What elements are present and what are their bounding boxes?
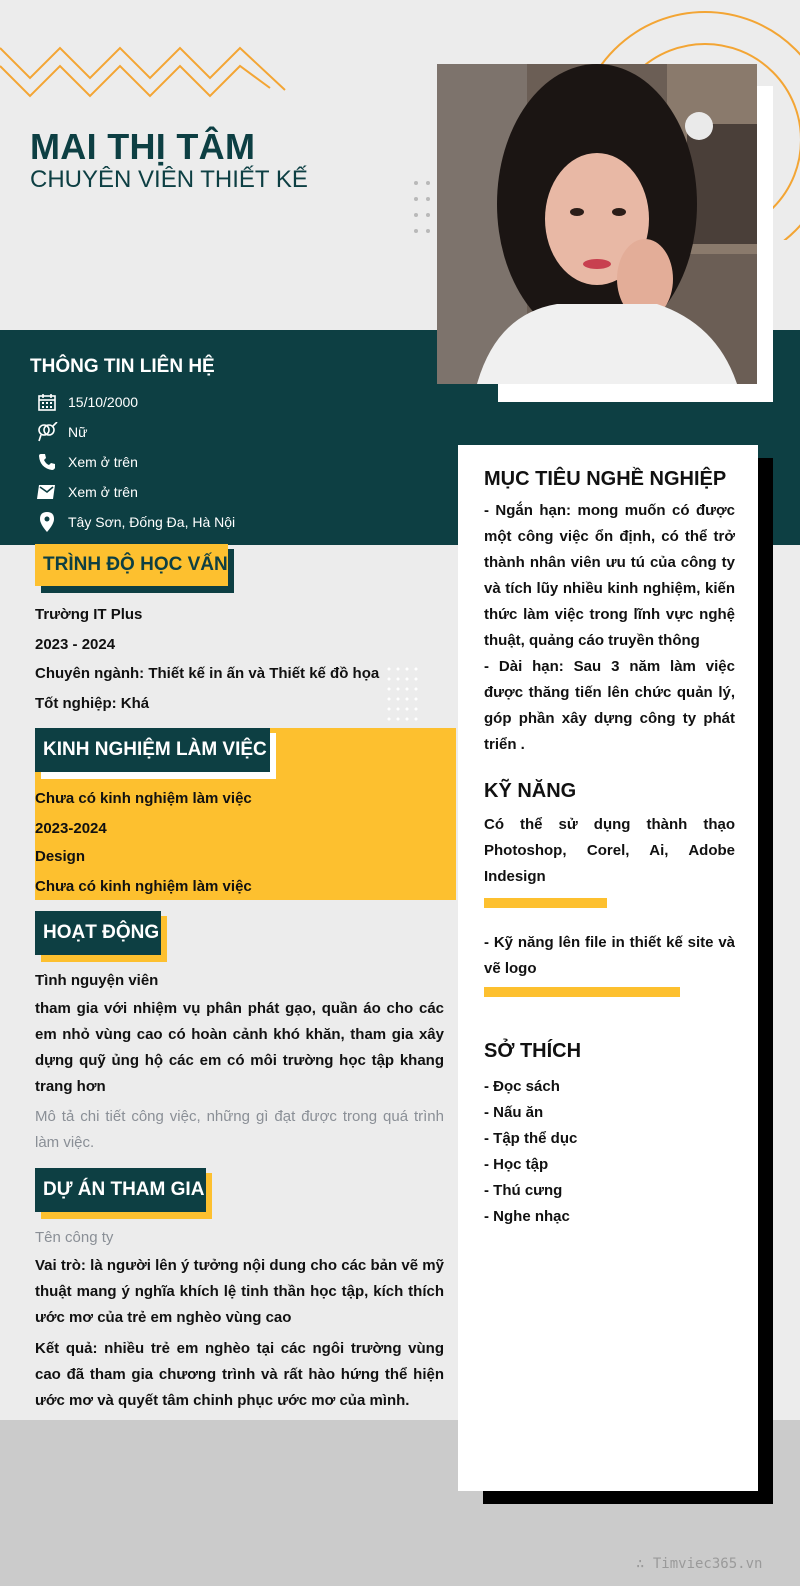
activities-description: tham gia với nhiệm vụ phân phát gạo, quần áo cho các em nhỏ vùng cao có hoàn cảnh khó khăn, tham gia xây dựng quỹ ủng hộ các em có môi trường học tập khang trang hơn [35,1000,444,1095]
hobby-item: - Tập thể dục [484,1130,578,1147]
contact-birthdate [36,390,138,414]
dots-decoration [413,180,433,246]
education-school: Trường IT Plus [35,606,143,623]
experience-years: 2023-2024 [35,820,107,837]
calendar-icon [36,391,58,413]
hobby-item: - Thú cưng [484,1182,563,1199]
projects-role: Vai trò: là người lên ý tưởng nội dung cho các bản vẽ mỹ thuật mang ý nghĩa khích lệ tinh thần học tập, kích thích ước mơ của trẻ em nghèo vùng cao [35,1257,444,1326]
email-icon [36,481,58,503]
contact-email [36,480,138,504]
hobbies-list [484,1074,577,1230]
skills-heading: KỸ NĂNG [484,780,577,802]
skill-bar-2 [484,987,680,997]
job-title: CHUYÊN VIÊN THIẾT KẾ [30,166,308,193]
activities-role: Tình nguyện viên [35,972,159,989]
skill-bar-1 [484,898,607,908]
dots-decoration-2 [386,666,426,728]
contact-phone [36,450,138,474]
objective-short-term: - Ngắn hạn: mong muốn có được một công việc ổn định, có thể trở thành nhân viên ưu tú của công ty và tích lũy nhiều kinh nghiệm, kiến thức làm việc trong lĩnh vực nghệ thuật, quảng cáo truyền thông [484,502,735,649]
hobby-item: - Đọc sách [484,1078,560,1095]
location-icon [36,511,58,533]
objective-heading: MỤC TIÊU NGHỀ NGHIỆP [484,468,727,490]
skill-item-2: - Kỹ năng lên file in thiết kế site và vẽ logo [484,934,735,977]
contact-heading: THÔNG TIN LIÊN HỆ [30,356,215,377]
experience-company: Chưa có kinh nghiệm làm việc [35,790,252,807]
gender-icon [36,421,58,443]
zigzag-decoration [0,28,290,108]
email-text: Xem ở trên [68,484,138,500]
hobby-item: - Nấu ăn [484,1104,544,1121]
projects-heading: DỰ ÁN THAM GIA [35,1168,206,1212]
education-heading: TRÌNH ĐỘ HỌC VẤN [35,544,228,586]
hobby-item: - Học tập [484,1156,549,1173]
education-years: 2023 - 2024 [35,636,116,653]
skill-item-1: Có thể sử dụng thành thạo Photoshop, Corel, Ai, Adobe Indesign [484,816,735,885]
education-major: Chuyên ngành: Thiết kế in ấn và Thiết kế đồ họa [35,665,380,682]
phone-icon [36,451,58,473]
contact-address [36,510,235,534]
birthdate-text: 15/10/2000 [68,394,139,410]
hobby-item: - Nghe nhạc [484,1208,570,1225]
watermark: ∴ Timviec365.vn [636,1556,763,1572]
address-text: Tây Sơn, Đống Đa, Hà Nội [68,514,236,530]
activities-placeholder: Mô tả chi tiết công việc, những gì đạt được trong quá trình làm việc. [35,1108,444,1151]
phone-text: Xem ở trên [68,454,138,470]
hobbies-heading: SỞ THÍCH [484,1040,582,1062]
projects-result: Kết quả: nhiều trẻ em nghèo tại các ngôi trường vùng cao đã tham gia chương trình và rất hào hứng thể hiện ước mơ và quyết tâm chinh phục ước mơ của mình. [35,1340,444,1409]
gender-text: Nữ [68,424,88,440]
experience-description: Chưa có kinh nghiệm làm việc [35,878,252,895]
objective-long-term: - Dài hạn: Sau 3 năm làm việc được thăng tiến lên chức quản lý, góp phần xây dựng công ty phát triển . [484,658,735,753]
experience-position: Design [35,848,86,865]
contact-gender [36,420,87,444]
experience-heading: KINH NGHIỆM LÀM VIỆC [35,728,270,772]
profile-photo [437,64,757,384]
candidate-name: MAI THỊ TÂM [30,126,256,167]
activities-heading: HOẠT ĐỘNG [35,911,161,955]
education-grade: Tốt nghiệp: Khá [35,695,150,712]
projects-company: Tên công ty [35,1229,114,1246]
